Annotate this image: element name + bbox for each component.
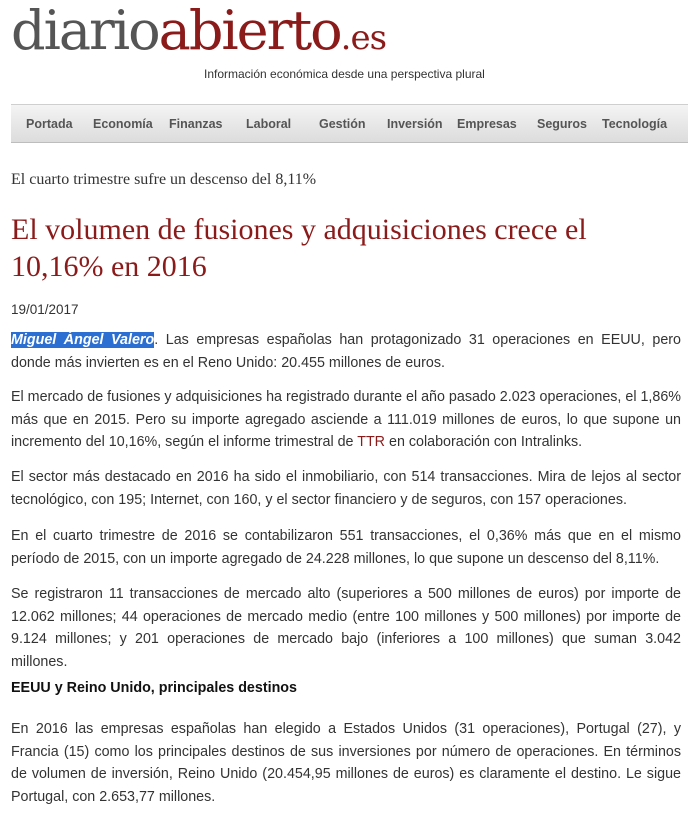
logo-wordmark <box>11 0 341 62</box>
article-paragraph-5: Se registraron 11 transacciones de mercado alto (superiores a 500 millones de euros) por importe de 12.062 millones; 44 operaciones de mercado medio (entre 100 millones y 500 millones) por importe de 9.124 millones; y 201 operaciones de mercado bajo (inferiores a 100 millones) que suman 3.042 millones. <box>11 586 681 670</box>
nav-item-seguros[interactable]: Seguros <box>537 117 588 131</box>
site-tagline: Información económica desde una perspectiva plural <box>204 67 485 81</box>
p2-text-before: El mercado de fusiones y adquisiciones ha registrado durante el año pasado 2.023 operaciones, el 1,86% más que en 2015. Pero su importe agregado asciende a 111.019 millones de euros, lo que supone un incremento del 10,16%, según el informe trimestral de <box>11 389 682 450</box>
article-lead <box>11 329 681 374</box>
article-subtitle: El cuarto trimestre sufre un descenso del 8,11% <box>11 171 317 188</box>
article-title: El volumen de fusiones y adquisiciones crece el 10,16% en 2016 <box>11 213 587 283</box>
nav-item-finanzas[interactable]: Finanzas <box>169 117 223 131</box>
logo-tld: .es <box>340 18 387 58</box>
nav-item-tecnologia[interactable]: Tecnología <box>602 117 668 131</box>
ttr-link[interactable]: TTR <box>357 434 386 450</box>
author-name[interactable]: Miguel Ángel Valero <box>11 332 155 348</box>
p2-text-after: en colaboración con Intralinks. <box>385 434 583 450</box>
main-nav <box>11 104 688 143</box>
logo-part2: abierto <box>158 0 341 62</box>
article-paragraph-6: En 2016 las empresas españolas han elegido a Estados Unidos (31 operaciones), Portugal (27), y Francia (15) como los principales destinos de sus inversiones por número de operaciones. En términos de volumen de inversión, Reino Unido (20.454,95 millones de euros) es claramente el destino. Le sigue Portugal, con 2.653,77 millones. <box>11 721 681 805</box>
article-paragraph-2 <box>11 386 681 454</box>
nav-item-gestion[interactable]: Gestión <box>319 117 366 131</box>
logo-part1: diario <box>11 0 159 62</box>
article-date: 19/01/2017 <box>11 302 79 317</box>
nav-item-empresas[interactable]: Empresas <box>457 117 517 131</box>
nav-item-portada[interactable]: Portada <box>26 117 73 131</box>
article-paragraph-4: En el cuarto trimestre de 2016 se contabilizaron 551 transacciones, el 0,36% más que en el mismo período de 2015, con un importe agregado de 24.228 millones, lo que supone un descenso del 8,11%. <box>11 528 681 567</box>
lead-text: . Las empresas españolas han protagonizado 31 operaciones en EEUU, pero donde más invierten es en el Reno Unido: 20.455 millones de euros. <box>11 332 681 371</box>
nav-item-laboral[interactable]: Laboral <box>246 117 292 131</box>
section-heading: EEUU y Reino Unido, principales destinos <box>11 680 297 696</box>
nav-item-inversion[interactable]: Inversión <box>387 117 443 131</box>
site-logo[interactable] <box>11 0 387 62</box>
nav-item-economia[interactable]: Economía <box>93 117 153 131</box>
article-paragraph-3: El sector más destacado en 2016 ha sido el inmobiliario, con 514 transacciones. Mira de lejos al sector tecnológico, con 195; Internet, con 160, y el sector financiero y de seguros, con 157 operaciones. <box>11 469 681 508</box>
